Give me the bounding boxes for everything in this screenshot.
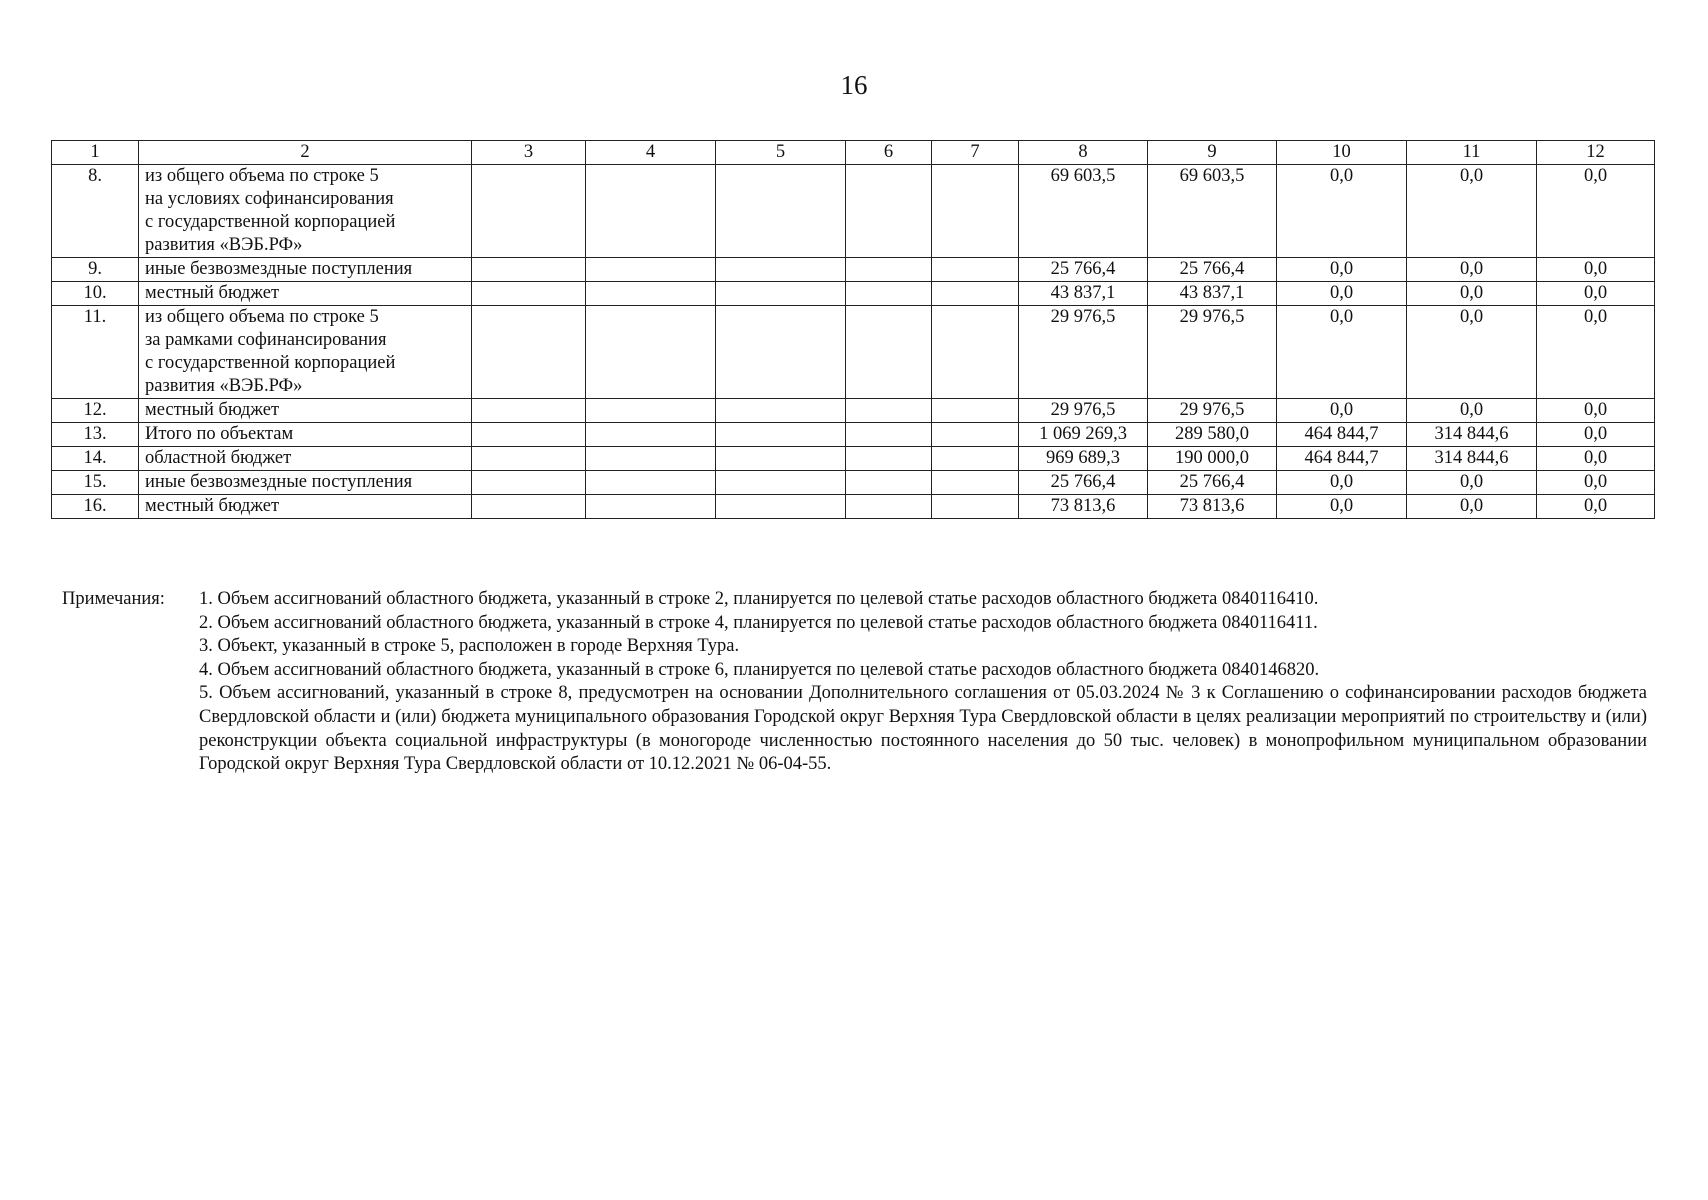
cell-col6 [846, 423, 932, 447]
column-header: 7 [932, 141, 1019, 165]
cell-col3 [472, 423, 586, 447]
cell-col7 [932, 423, 1019, 447]
cell-col12: 0,0 [1537, 423, 1655, 447]
cell-col5 [716, 306, 846, 399]
cell-col8: 25 766,4 [1019, 258, 1148, 282]
row-number: 9. [52, 258, 139, 282]
cell-col12: 0,0 [1537, 399, 1655, 423]
column-header: 8 [1019, 141, 1148, 165]
cell-col6 [846, 258, 932, 282]
cell-col12: 0,0 [1537, 471, 1655, 495]
page-number: 16 [840, 70, 868, 100]
row-number: 8. [52, 165, 139, 258]
cell-col4 [586, 165, 716, 258]
note-item: 3. Объект, указанный в строке 5, расположен в городе Верхняя Тура. [199, 636, 740, 657]
cell-col8: 43 837,1 [1019, 282, 1148, 306]
cell-col6 [846, 495, 932, 519]
cell-col11: 314 844,6 [1407, 423, 1537, 447]
cell-col7 [932, 447, 1019, 471]
cell-col7 [932, 258, 1019, 282]
cell-col5 [716, 258, 846, 282]
cell-col12: 0,0 [1537, 258, 1655, 282]
cell-col9: 289 580,0 [1148, 423, 1277, 447]
row-number: 12. [52, 399, 139, 423]
cell-col3 [472, 447, 586, 471]
cell-col12: 0,0 [1537, 165, 1655, 258]
cell-col5 [716, 165, 846, 258]
table-row [52, 282, 1655, 306]
cell-col10: 0,0 [1277, 165, 1407, 258]
cell-col3 [472, 165, 586, 258]
cell-col10: 464 844,7 [1277, 423, 1407, 447]
cell-col3 [472, 495, 586, 519]
cell-col4 [586, 423, 716, 447]
cell-col5 [716, 471, 846, 495]
row-number: 14. [52, 447, 139, 471]
cell-col12: 0,0 [1537, 495, 1655, 519]
cell-col9: 25 766,4 [1148, 258, 1277, 282]
cell-col8: 69 603,5 [1019, 165, 1148, 258]
cell-col4 [586, 306, 716, 399]
cell-col7 [932, 495, 1019, 519]
row-name: из общего объема по строке 5 за рамками софинансирования с государственной корпорацией развития «ВЭБ.РФ» [139, 306, 472, 399]
cell-col8: 29 976,5 [1019, 306, 1148, 399]
cell-col6 [846, 306, 932, 399]
cell-col4 [586, 447, 716, 471]
row-name: иные безвозмездные поступления [139, 471, 472, 495]
cell-col6 [846, 399, 932, 423]
cell-col7 [932, 165, 1019, 258]
cell-col3 [472, 399, 586, 423]
cell-col10: 0,0 [1277, 282, 1407, 306]
cell-col11: 0,0 [1407, 306, 1537, 399]
table-row [52, 258, 1655, 282]
note-item: 4. Объем ассигнований областного бюджета, указанный в строке 6, планируется по целевой статье расходов областного бюджета 0840146820. [199, 659, 1320, 680]
cell-col10: 464 844,7 [1277, 447, 1407, 471]
row-name: иные безвозмездные поступления [139, 258, 472, 282]
cell-col11: 314 844,6 [1407, 447, 1537, 471]
cell-col4 [586, 258, 716, 282]
cell-col5 [716, 495, 846, 519]
cell-col5 [716, 399, 846, 423]
cell-col6 [846, 447, 932, 471]
cell-col10: 0,0 [1277, 306, 1407, 399]
row-name: областной бюджет [139, 447, 472, 471]
cell-col5 [716, 447, 846, 471]
cell-col4 [586, 399, 716, 423]
cell-col6 [846, 471, 932, 495]
cell-col7 [932, 306, 1019, 399]
cell-col4 [586, 282, 716, 306]
note-item: 5. Объем ассигнований, указанный в строке 8, предусмотрен на основании Дополнительного соглашения от 05.03.2024 № 3 к Соглашению о софинансировании расходов бюджета Свердловской области и (или) бюджета муниципального образования Городской округ Верхняя Тура Свердловской области в целях реализации мероприятий по строительству и (или) реконструкции объекта социальной инфраструктуры (в моногороде численностью постоянного населения до 50 тыс. человек) в монопрофильном муниципальном образовании Городской округ Верхняя Тура Свердловской области от 10.12.2021 № 06-04-55. [199, 683, 1647, 775]
column-header: 10 [1277, 141, 1407, 165]
cell-col4 [586, 495, 716, 519]
column-header: 3 [472, 141, 586, 165]
cell-col8: 969 689,3 [1019, 447, 1148, 471]
cell-col8: 25 766,4 [1019, 471, 1148, 495]
row-name: из общего объема по строке 5 на условиях софинансирования с государственной корпорацией развития «ВЭБ.РФ» [139, 165, 472, 258]
cell-col9: 190 000,0 [1148, 447, 1277, 471]
cell-col3 [472, 282, 586, 306]
cell-col10: 0,0 [1277, 471, 1407, 495]
budget-table [51, 140, 1655, 519]
row-number: 10. [52, 282, 139, 306]
row-name: Итого по объектам [139, 423, 472, 447]
cell-col9: 29 976,5 [1148, 306, 1277, 399]
note-item: 2. Объем ассигнований областного бюджета, указанный в строке 4, планируется по целевой статье расходов областного бюджета 0840116411. [199, 612, 1318, 633]
row-number: 16. [52, 495, 139, 519]
cell-col11: 0,0 [1407, 165, 1537, 258]
cell-col8: 1 069 269,3 [1019, 423, 1148, 447]
table-row [52, 165, 1655, 258]
column-header: 2 [139, 141, 472, 165]
cell-col7 [932, 399, 1019, 423]
cell-col11: 0,0 [1407, 495, 1537, 519]
cell-col3 [472, 306, 586, 399]
note-item: 1. Объем ассигнований областного бюджета, указанный в строке 2, планируется по целевой статье расходов областного бюджета 0840116410. [199, 589, 1319, 609]
cell-col9: 25 766,4 [1148, 471, 1277, 495]
cell-col9: 29 976,5 [1148, 399, 1277, 423]
table-row [52, 495, 1655, 519]
column-header: 5 [716, 141, 846, 165]
cell-col8: 29 976,5 [1019, 399, 1148, 423]
cell-col12: 0,0 [1537, 282, 1655, 306]
table-header-row [52, 141, 1655, 165]
column-header: 1 [52, 141, 139, 165]
cell-col3 [472, 471, 586, 495]
cell-col5 [716, 423, 846, 447]
row-name: местный бюджет [139, 399, 472, 423]
cell-col11: 0,0 [1407, 282, 1537, 306]
cell-col10: 0,0 [1277, 258, 1407, 282]
column-header: 4 [586, 141, 716, 165]
table-row [52, 399, 1655, 423]
row-name: местный бюджет [139, 282, 472, 306]
cell-col12: 0,0 [1537, 306, 1655, 399]
cell-col11: 0,0 [1407, 471, 1537, 495]
row-number: 13. [52, 423, 139, 447]
cell-col9: 69 603,5 [1148, 165, 1277, 258]
cell-col9: 43 837,1 [1148, 282, 1277, 306]
table-row [52, 306, 1655, 399]
cell-col11: 0,0 [1407, 399, 1537, 423]
cell-col11: 0,0 [1407, 258, 1537, 282]
cell-col12: 0,0 [1537, 447, 1655, 471]
cell-col5 [716, 282, 846, 306]
cell-col10: 0,0 [1277, 495, 1407, 519]
table-row [52, 423, 1655, 447]
cell-col6 [846, 282, 932, 306]
cell-col4 [586, 471, 716, 495]
row-name: местный бюджет [139, 495, 472, 519]
cell-col7 [932, 471, 1019, 495]
notes-list [199, 588, 1647, 777]
notes-label: Примечания: [62, 589, 165, 609]
column-header: 6 [846, 141, 932, 165]
cell-col10: 0,0 [1277, 399, 1407, 423]
table-row [52, 447, 1655, 471]
column-header: 12 [1537, 141, 1655, 165]
cell-col7 [932, 282, 1019, 306]
row-number: 15. [52, 471, 139, 495]
cell-col8: 73 813,6 [1019, 495, 1148, 519]
cell-col6 [846, 165, 932, 258]
table-row [52, 471, 1655, 495]
column-header: 9 [1148, 141, 1277, 165]
cell-col3 [472, 258, 586, 282]
cell-col9: 73 813,6 [1148, 495, 1277, 519]
row-number: 11. [52, 306, 139, 399]
column-header: 11 [1407, 141, 1537, 165]
